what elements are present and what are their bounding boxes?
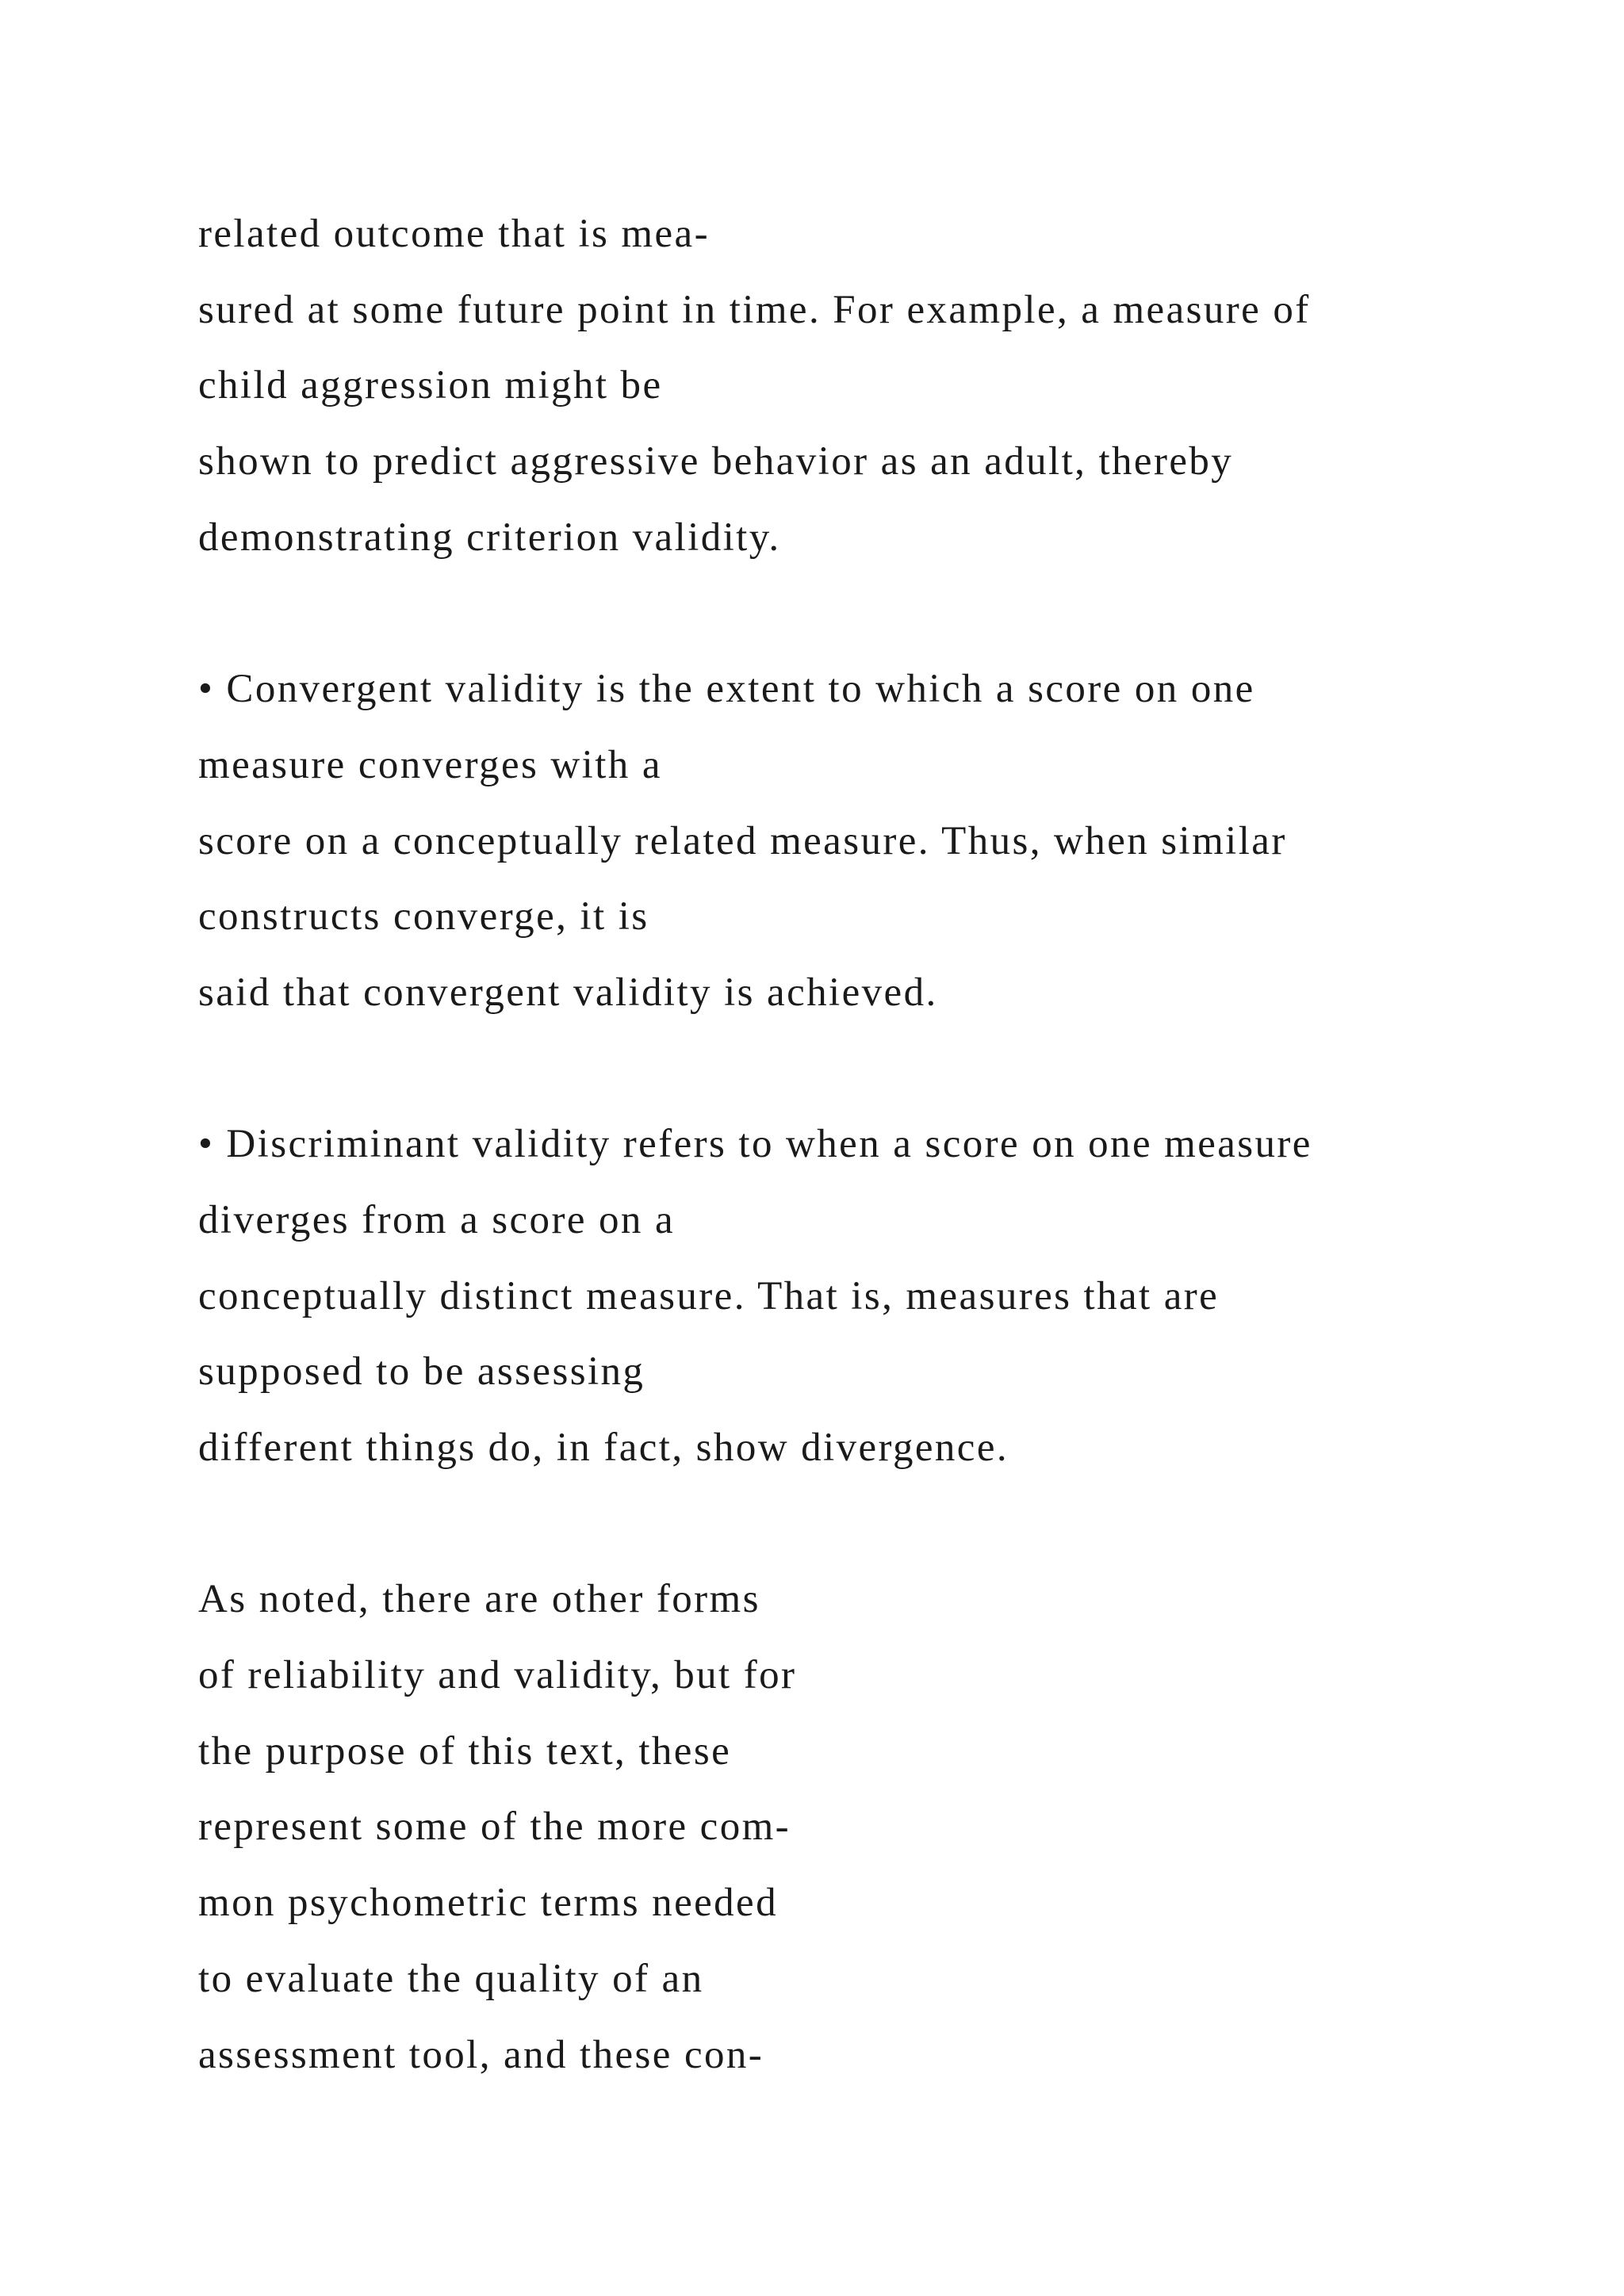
text-line: related outcome that is mea-	[198, 212, 710, 256]
text-line: different things do, in fact, show divergence.	[198, 1425, 1009, 1470]
text-line: • Convergent validity is the extent to which a score on one	[198, 667, 1255, 712]
text-line: sured at some future point in time. For example, a measure of	[198, 287, 1311, 332]
text-line: demonstrating criterion validity.	[198, 515, 781, 560]
text-line: assessment tool, and these con-	[198, 2032, 764, 2077]
paragraph-gap	[198, 1031, 1594, 1108]
text-line: supposed to be assessing	[198, 1349, 645, 1395]
paragraph-closing	[198, 1562, 1594, 2093]
text-line: shown to predict aggressive behavior as an adult, thereby	[198, 439, 1234, 484]
text-line: represent some of the more com-	[198, 1804, 791, 1850]
text-line: diverges from a score on a	[198, 1197, 676, 1242]
paragraph-gap	[198, 1487, 1594, 1563]
text-line: said that convergent validity is achieved.	[198, 970, 938, 1015]
text-line: measure converges with a	[198, 742, 662, 787]
text-line: of reliability and validity, but for	[198, 1653, 797, 1698]
text-line: to evaluate the quality of an	[198, 1956, 704, 2001]
paragraph-gap	[198, 576, 1594, 652]
body-text	[198, 197, 1594, 2093]
text-line: mon psychometric terms needed	[198, 1881, 778, 1926]
text-line: score on a conceptually related measure. Thus, when similar	[198, 818, 1287, 863]
text-line: constructs converge, it is	[198, 894, 649, 939]
text-line: conceptually distinct measure. That is, measures that are	[198, 1273, 1220, 1318]
text-line: the purpose of this text, these	[198, 1728, 732, 1774]
text-line: As noted, there are other forms	[198, 1577, 760, 1622]
paragraph-criterion-validity	[198, 197, 1594, 576]
text-line: • Discriminant validity refers to when a score on one measure	[198, 1122, 1312, 1167]
paragraph-discriminant-validity	[198, 1107, 1594, 1486]
text-line: child aggression might be	[198, 363, 663, 408]
paragraph-convergent-validity	[198, 652, 1594, 1031]
